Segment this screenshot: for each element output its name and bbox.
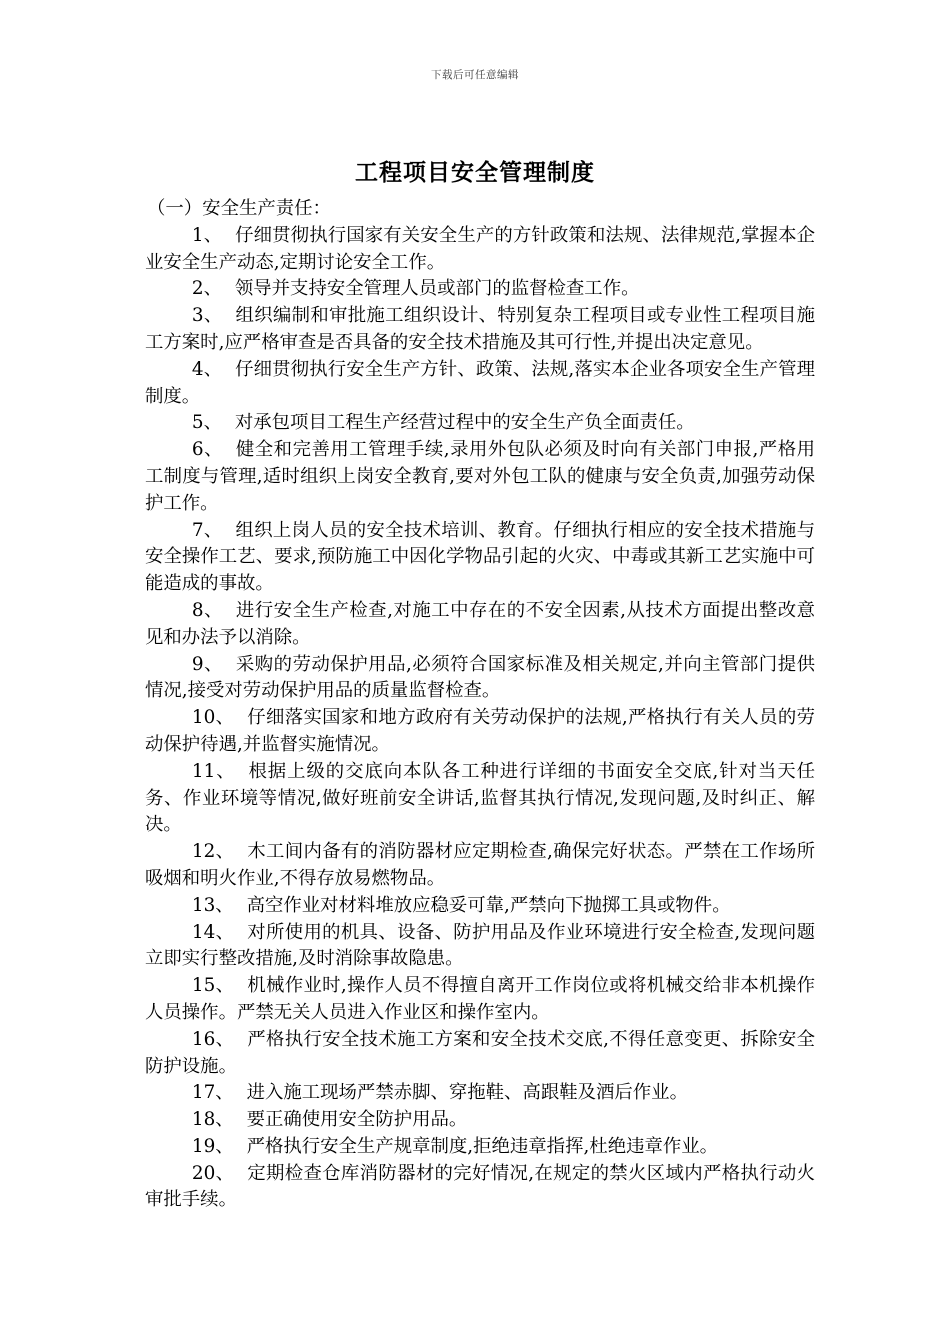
item-number: 7、 [191,519,223,541]
item-text: 严格执行安全技术施工方案和安全技术交底,不得任意变更、拆除安全防护设施。 [145,1028,815,1077]
list-item [145,303,815,357]
list-item [145,973,815,1027]
item-number: 9、 [191,653,224,675]
item-text: 健全和完善用工管理手续,录用外包队必须及时向有关部门申报,严格用工制度与管理,适时组织上岗安全教育,要对外包工队的健康与安全负责,加强劳动保护工作。 [145,439,815,514]
list-item [145,920,815,974]
item-number: 6、 [191,439,224,461]
item-text: 组织编制和审批施工组织设计、特别复杂工程项目或专业性工程项目施工方案时,应严格审查是否具备的安全技术措施及其可行性,并提出决定意见。 [145,305,815,353]
item-number: 15、 [191,975,235,997]
list-item [145,1161,815,1215]
list-item [145,839,815,893]
item-number: 14、 [191,921,235,943]
item-number: 1、 [191,224,223,246]
list-item [145,598,815,652]
document-body [145,196,815,1214]
item-text: 严格执行安全生产规章制度,拒绝违章指挥,杜绝违章作业。 [246,1135,719,1157]
list-item [145,1107,815,1134]
item-text: 对承包项目工程生产经营过程中的安全生产负全面责任。 [234,412,695,434]
item-text: 仔细贯彻执行国家有关安全生产的方针政策和法规、法律规范,掌握本企业安全生产动态,定期讨论安全工作。 [145,224,815,273]
list-item [145,652,815,706]
document-title: 工程项目安全管理制度 [355,159,595,186]
item-text: 仔细落实国家和地方政府有关劳动保护的法规,严格执行有关人员的劳动保护待遇,并监督实施情况。 [145,707,815,755]
section-heading: （一）安全生产责任： [147,198,331,219]
item-text: 要正确使用安全防护用品。 [246,1109,468,1131]
item-number: 18、 [191,1109,234,1131]
item-number: 12、 [191,841,235,863]
item-number: 4、 [191,358,223,380]
item-number: 5、 [191,412,222,434]
item-text: 高空作业对材料堆放应稳妥可靠,严禁向下抛掷工具或物件。 [246,894,731,916]
item-text: 进行安全生产检查,对施工中存在的不安全因素,从技术方面提出整改意见和办法予以消除。 [145,599,815,648]
responsibility-list [145,223,815,1214]
list-item [145,410,815,437]
item-text: 进入施工现场严禁赤脚、穿拖鞋、高跟鞋及酒后作业。 [246,1082,688,1104]
item-number: 13、 [191,894,234,916]
list-item [145,223,815,277]
list-item [145,276,815,303]
item-text: 对所使用的机具、设备、防护用品及作业环境进行安全检查,发现问题立即实行整改措施,及时消除事故隐患。 [145,921,815,970]
item-number: 17、 [191,1082,234,1104]
list-item [145,437,815,517]
item-number: 8、 [191,599,224,621]
list-item [145,1027,815,1081]
list-item [145,1134,815,1161]
item-text: 采购的劳动保护用品,必须符合国家标准及相关规定,并向主管部门提供情况,接受对劳动保护用品的质量监督检查。 [145,653,815,702]
item-number: 10、 [191,707,235,729]
item-number: 19、 [191,1135,234,1157]
item-number: 3、 [191,305,223,327]
item-text: 木工间内备有的消防器材应定期检查,确保完好状态。严禁在工作场所吸烟和明火作业,不得存放易燃物品。 [145,841,815,889]
item-text: 组织上岗人员的安全技术培训、教育。仔细执行相应的安全技术措施与安全操作工艺、要求,预防施工中因化学物品引起的火灾、中毒或其新工艺实施中可能造成的事故。 [145,519,815,595]
item-number: 20、 [191,1162,235,1184]
list-item [145,705,815,759]
item-number: 11、 [191,760,236,782]
list-item [145,518,815,598]
item-text: 定期检查仓库消防器材的完好情况,在规定的禁火区域内严格执行动火审批手续。 [145,1162,815,1211]
list-item [145,1080,815,1107]
item-number: 2、 [191,278,222,300]
item-text: 机械作业时,操作人员不得擅自离开工作岗位或将机械交给非本机操作人员操作。严禁无关人员进入作业区和操作室内。 [145,975,815,1023]
list-item [145,893,815,920]
item-text: 仔细贯彻执行安全生产方针、政策、法规,落实本企业各项安全生产管理制度。 [145,358,815,407]
page-header-note: 下载后可任意编辑 [431,69,519,81]
list-item [145,759,815,839]
list-item [145,357,815,411]
item-text: 根据上级的交底向本队各工种进行详细的书面安全交底,针对当天任务、作业环境等情况,做好班前安全讲话,监督其执行情况,发现问题,及时纠正、解决。 [145,760,815,836]
item-number: 16、 [191,1028,235,1050]
item-text: 领导并支持安全管理人员或部门的监督检查工作。 [234,278,640,300]
